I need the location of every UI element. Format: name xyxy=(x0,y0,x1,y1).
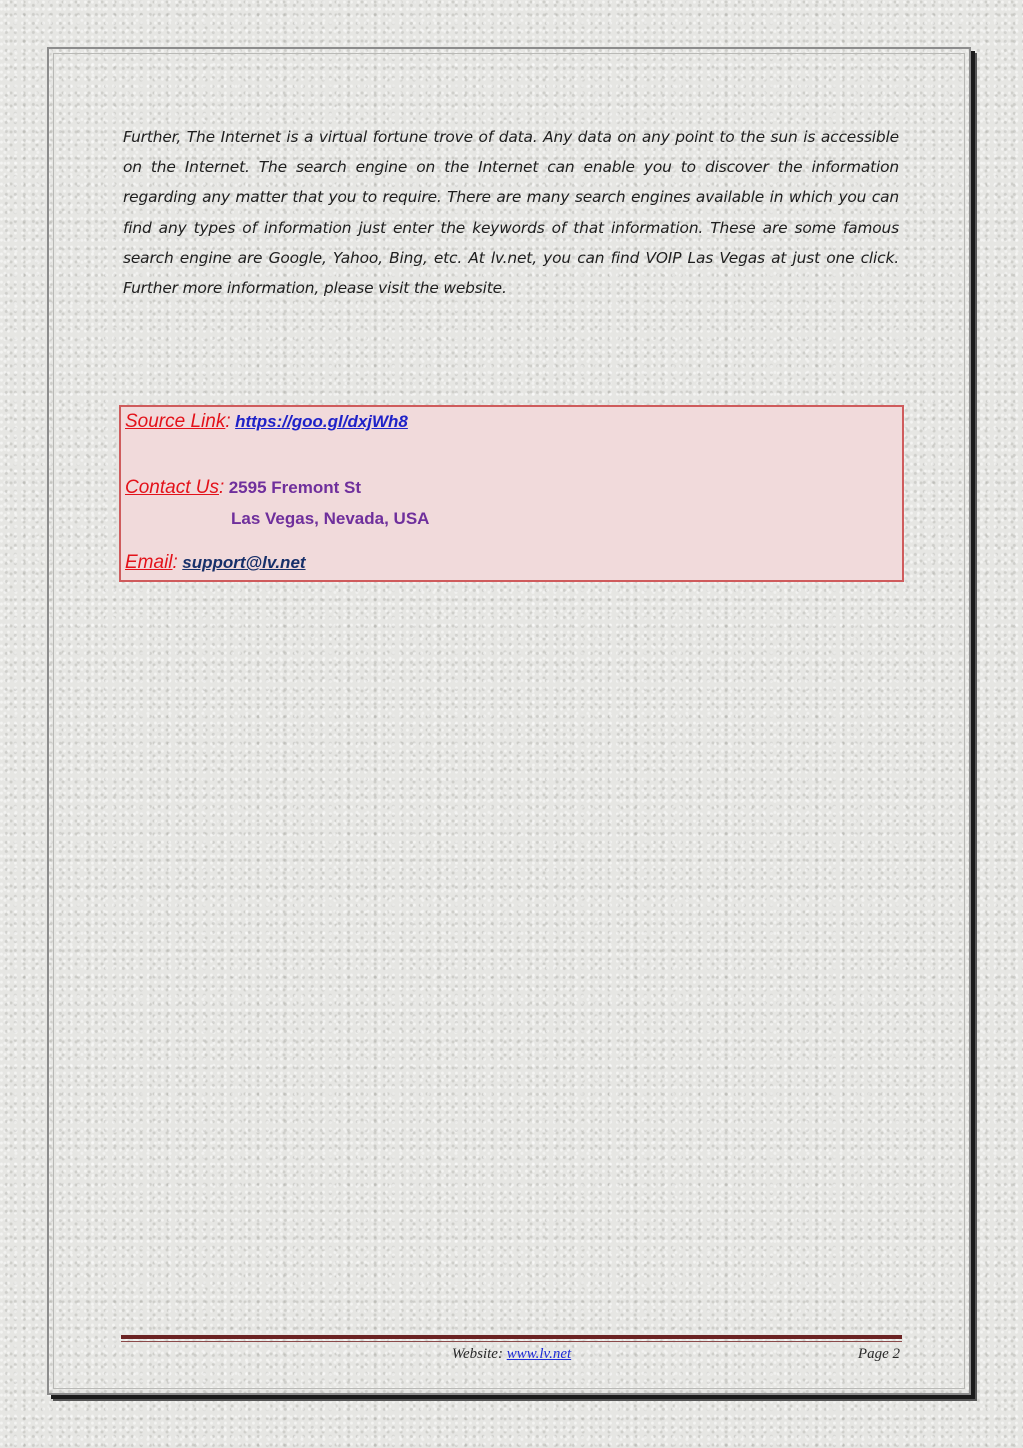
email-link[interactable]: support@lv.net xyxy=(182,553,306,572)
source-link-url[interactable]: https://goo.gl/dxjWh8 xyxy=(235,412,408,431)
body-paragraph: Further, The Internet is a virtual fortune trove of data. Any data on any point to the sun is accessible on the Internet. The search engine on the Internet can enable you to discover the information regarding any matter that you to require. There are many search engines available in which you can find any types of information just enter the keywords of that information. These are some famous search engine are Google, Yahoo, Bing, etc. At lv.net, you can find VOIP Las Vegas at just one click. Further more information, please visit the website. xyxy=(123,128,899,298)
contact-box xyxy=(119,405,904,582)
source-link-row xyxy=(125,411,408,433)
address-line-1: 2595 Fremont St xyxy=(228,478,361,497)
page-number: Page 2 xyxy=(857,1346,900,1362)
contact-us-row xyxy=(125,477,361,499)
address-line-2: Las Vegas, Nevada, USA xyxy=(231,509,430,528)
email-label: Email: xyxy=(125,552,178,573)
footer-website-link[interactable]: www.lv.net xyxy=(506,1346,572,1362)
contact-us-label: Contact Us: xyxy=(125,477,225,498)
footer-rule xyxy=(121,1335,902,1339)
address-line-2-row xyxy=(231,509,429,529)
source-link-label: Source Link: xyxy=(125,411,231,432)
email-row xyxy=(125,552,306,574)
footer-website-label: Website: xyxy=(451,1346,503,1362)
